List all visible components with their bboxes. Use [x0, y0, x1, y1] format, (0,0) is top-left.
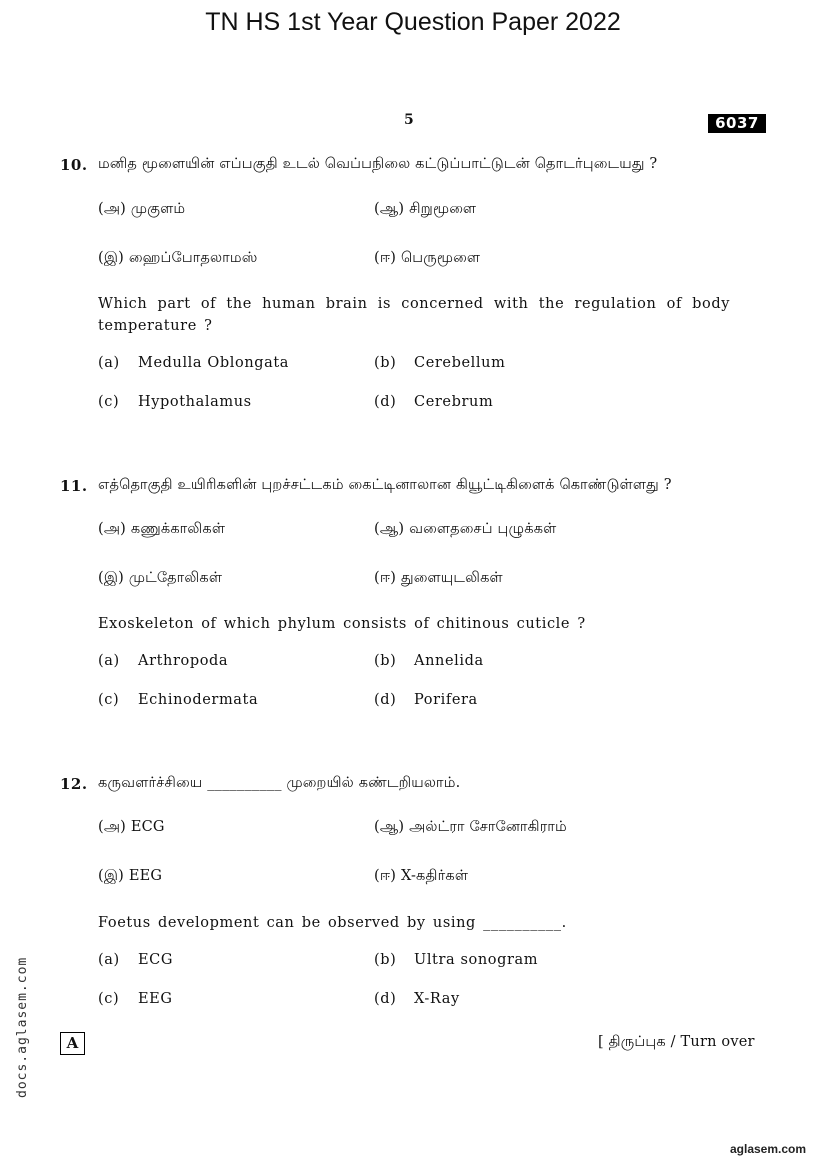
option-label: (d)	[374, 991, 397, 1007]
option-text: X-கதிர்கள்	[400, 868, 469, 884]
option-label: (ஈ)	[374, 570, 397, 586]
english-option-d	[374, 692, 478, 708]
option-text: முட்தோலிகள்	[128, 570, 223, 586]
option-label: (d)	[374, 394, 397, 410]
option-text: ஹைப்போதலாமஸ்	[128, 250, 258, 266]
option-label: (a)	[98, 952, 120, 968]
option-label: (அ)	[98, 201, 127, 217]
english-option-b	[374, 952, 538, 968]
option-text: ECG	[130, 819, 165, 835]
tamil-question-text: எத்தொகுதி உயிரிகளின் புறச்சட்டகம் கைட்டினாலான கியூட்டிகிளைக் கொண்டுள்ளது ?	[98, 477, 672, 493]
option-text: Porifera	[414, 692, 478, 708]
tamil-option-a	[98, 819, 165, 837]
option-text: முகுளம்	[130, 201, 186, 217]
option-label: (ஈ)	[374, 868, 397, 884]
tamil-option-d	[374, 868, 468, 886]
english-option-c	[98, 692, 258, 708]
option-text: Echinodermata	[138, 692, 259, 708]
english-question-text: Exoskeleton of which phylum consists of chitinous cuticle ?	[98, 616, 586, 632]
option-label: (ஆ)	[374, 521, 405, 537]
english-option-b	[374, 355, 505, 371]
option-text: கணுக்காலிகள்	[130, 521, 226, 537]
footer-site: aglasem.com	[730, 1142, 807, 1156]
option-label: (இ)	[98, 868, 125, 884]
option-label: (ஆ)	[374, 819, 405, 835]
option-text: அல்ட்ரா சோனோகிராம்	[409, 819, 567, 835]
option-text: EEG	[138, 991, 173, 1007]
tamil-option-c	[98, 868, 162, 886]
tamil-question-text: மனித மூளையின் எப்பகுதி உடல் வெப்பநிலை கட்டுப்பாட்டுடன் தொடர்புடையது ?	[98, 156, 658, 172]
tamil-option-d	[374, 570, 503, 588]
tamil-option-a	[98, 201, 185, 219]
english-option-a	[98, 653, 228, 669]
option-label: (இ)	[98, 250, 125, 266]
option-text: Hypothalamus	[138, 394, 252, 410]
page-number: 5	[404, 112, 414, 128]
option-label: (அ)	[98, 521, 127, 537]
option-text: ECG	[138, 952, 174, 968]
page-header-title: TN HS 1st Year Question Paper 2022	[205, 8, 621, 36]
option-label: (c)	[98, 692, 120, 708]
english-question-text: Which part of the human brain is concerned with the regulation of body temperature ?	[98, 296, 730, 334]
series-box-label: A	[60, 1032, 85, 1055]
option-text: துளையுடலிகள்	[400, 570, 503, 586]
option-label: (a)	[98, 653, 120, 669]
option-label: (ஈ)	[374, 250, 397, 266]
option-text: Cerebellum	[414, 355, 506, 371]
english-option-b	[374, 653, 484, 669]
tamil-option-b	[374, 201, 476, 219]
option-label: (c)	[98, 394, 120, 410]
english-option-a	[98, 952, 173, 968]
option-label: (இ)	[98, 570, 125, 586]
option-label: (d)	[374, 692, 397, 708]
english-option-d	[374, 991, 460, 1007]
tamil-option-a	[98, 521, 225, 539]
english-option-c	[98, 394, 252, 410]
side-watermark: docs.aglasem.com	[15, 956, 30, 1098]
option-text: Ultra sonogram	[414, 952, 539, 968]
tamil-option-c	[98, 250, 258, 268]
option-label: (ஆ)	[374, 201, 405, 217]
turn-over-text: [ திருப்புக / Turn over	[598, 1034, 755, 1050]
english-option-c	[98, 991, 173, 1007]
option-label: (b)	[374, 355, 397, 371]
option-text: X-Ray	[414, 991, 460, 1007]
paper-code-badge: 6037	[708, 114, 766, 133]
question-number: 11.	[60, 477, 88, 495]
option-label: (b)	[374, 653, 397, 669]
english-option-d	[374, 394, 493, 410]
question-number: 10.	[60, 156, 88, 174]
option-label: (அ)	[98, 819, 127, 835]
english-question-text: Foetus development can be observed by using __________.	[98, 915, 567, 931]
tamil-option-b	[374, 819, 567, 837]
tamil-option-c	[98, 570, 222, 588]
option-text: பெருமூளை	[400, 250, 481, 266]
english-option-a	[98, 355, 289, 371]
option-text: வளைதசைப் புழுக்கள்	[409, 521, 557, 537]
option-label: (b)	[374, 952, 397, 968]
option-text: சிறுமூளை	[409, 201, 477, 217]
option-text: Arthropoda	[138, 653, 229, 669]
option-text: Cerebrum	[414, 394, 494, 410]
option-text: Annelida	[414, 653, 484, 669]
option-label: (a)	[98, 355, 120, 371]
question-number: 12.	[60, 775, 88, 793]
option-text: EEG	[128, 868, 163, 884]
tamil-question-text: கருவளர்ச்சியை __________ முறையில் கண்டறியலாம்.	[98, 775, 461, 791]
tamil-option-b	[374, 521, 556, 539]
option-label: (c)	[98, 991, 120, 1007]
tamil-option-d	[374, 250, 480, 268]
option-text: Medulla Oblongata	[138, 355, 290, 371]
